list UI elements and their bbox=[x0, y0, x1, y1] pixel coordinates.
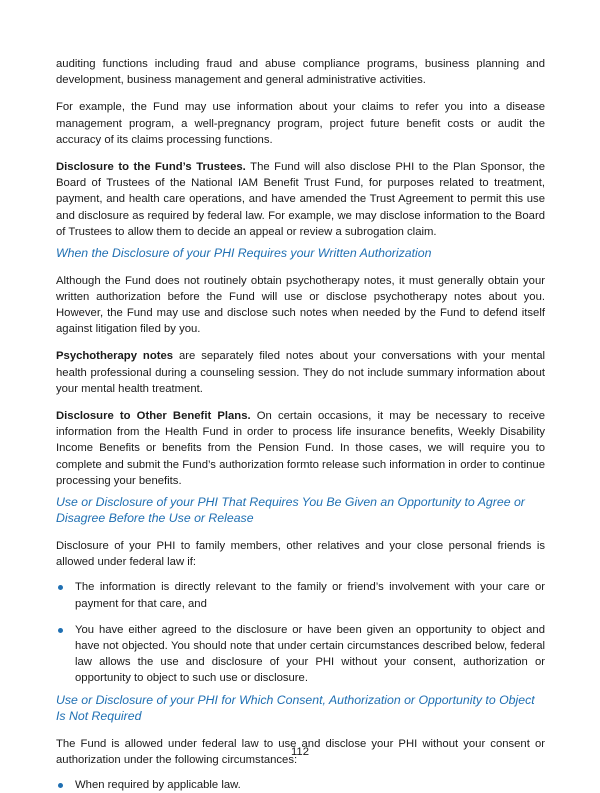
paragraph-other-plans bbox=[56, 408, 545, 489]
page-content bbox=[56, 56, 545, 793]
trustees-body: The Fund will also disclose PHI to the Plan Sponsor, the Board of Trustees of the National IAM Benefit Trust Fund, for purposes related to treatment, payment, and health care operations, and have amended the Trust Agreement to permit this use and disclosure as required by federal law. For example, we may disclose information to the Board of Trustees to allow them to decide an appeal or review a subrogation claim. bbox=[56, 161, 546, 238]
list-item-text: When required by applicable law. bbox=[75, 779, 241, 791]
heading-no-consent-required: Use or Disclosure of your PHI for Which Consent, Authorization or Opportunity to Object Is Not Required bbox=[56, 692, 535, 724]
list-item bbox=[56, 777, 545, 793]
page-number: 112 bbox=[290, 746, 309, 758]
paragraph-allowed-circumstances: The Fund is allowed under federal law to use and disclose your PHI without your consent or authorization under the following circumstances: bbox=[56, 737, 545, 766]
list-item bbox=[56, 622, 545, 687]
paragraph-trustees bbox=[56, 159, 545, 240]
psychotherapy-lead: Psychotherapy notes bbox=[56, 350, 174, 363]
paragraph-auditing: auditing functions including fraud and abuse compliance programs, business planning and development, business management and general administrative activities. bbox=[56, 58, 545, 87]
psychotherapy-body: are separately filed notes about your conversations with your mental health professional during a counseling session. They do not include summary information about your mental health treatment. bbox=[56, 350, 545, 395]
bullet-list-circumstances bbox=[56, 777, 545, 793]
paragraph-example: For example, the Fund may use information about your claims to refer you into a disease management program, a well-pregnancy program, project future benefit costs or audit the accuracy of its claims processing functions. bbox=[56, 101, 545, 146]
bullet-icon bbox=[58, 585, 63, 590]
list-item-text: You have either agreed to the disclosure or have been given an opportunity to object and have not objected. You should note that under certain circumstances described below, federal law allows the use and disclosure of your PHI without your consent, authorization or opportunity to object to such use or disclosure. bbox=[75, 623, 545, 685]
paragraph-psychotherapy-authorization: Although the Fund does not routinely obtain psychotherapy notes, it must generally obtain your written authorization before the Fund will use or disclose psychotherapy notes about you. However, the Fund may use and disclose such notes when needed by the Fund to defend itself against litigation filed by you. bbox=[56, 274, 545, 336]
paragraph-psychotherapy-notes bbox=[56, 348, 545, 397]
heading-agree-disagree: Use or Disclosure of your PHI That Requires You Be Given an Opportunity to Agree or Disagree Before the Use or Release bbox=[56, 494, 525, 526]
list-item bbox=[56, 579, 545, 611]
trustees-lead: Disclosure to the Fund’s Trustees. bbox=[56, 161, 246, 174]
other-plans-lead: Disclosure to Other Benefit Plans. bbox=[56, 409, 251, 422]
heading-written-authorization: When the Disclosure of your PHI Requires your Written Authorization bbox=[56, 246, 432, 261]
bullet-icon bbox=[58, 628, 63, 633]
other-plans-body: On certain occasions, it may be necessary to receive information from the Health Fund in order to process life insurance benefits, Weekly Disability Income Benefits or benefits from the Pension Fund. In those cases, we will require you to complete and submit the Fund’s authorization formto release such information in order to continue processing your benefits. bbox=[56, 409, 545, 487]
paragraph-family-disclosure: Disclosure of your PHI to family members, other relatives and your close personal friends is allowed under federal law if: bbox=[56, 539, 545, 569]
bullet-icon bbox=[58, 783, 63, 788]
list-item-text: The information is directly relevant to the family or friend’s involvement with your care or payment for that care, and bbox=[75, 581, 545, 610]
bullet-list-conditions bbox=[56, 579, 545, 686]
